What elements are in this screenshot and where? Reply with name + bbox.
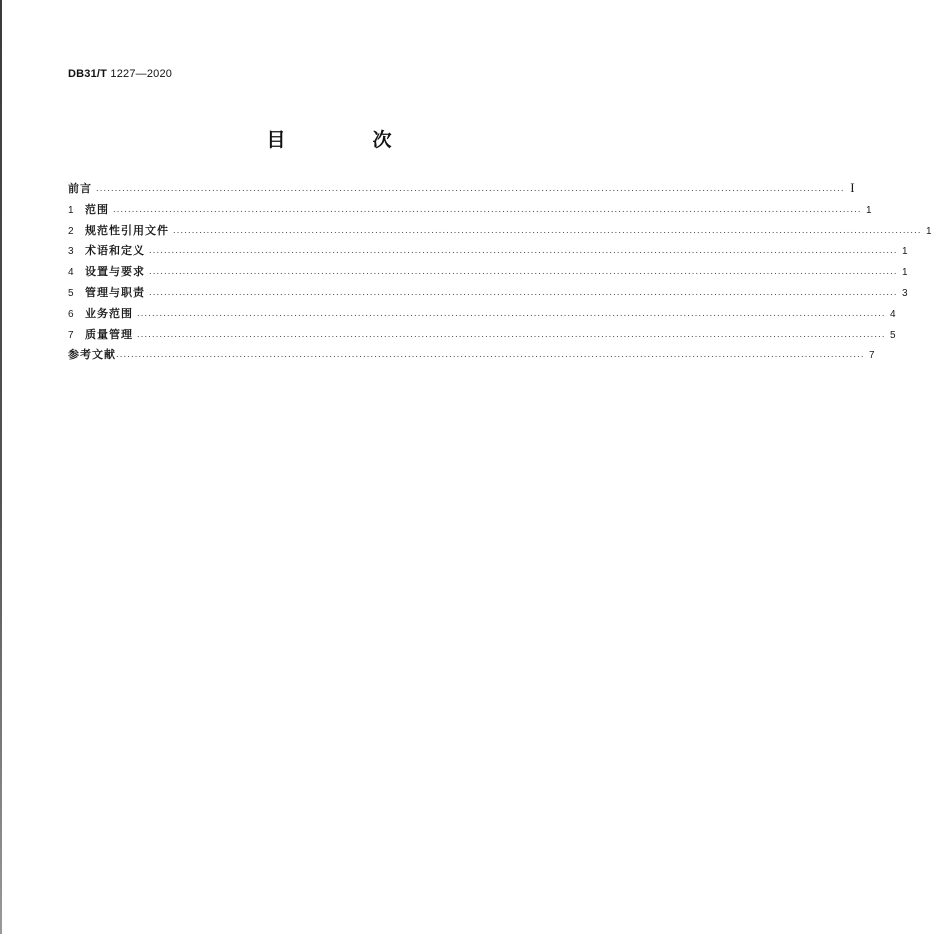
toc-entry-label: 参考文献 (68, 348, 116, 362)
toc-entry-quality-management[interactable] (68, 326, 896, 347)
toc-leader-dots: ........................................................................................................................................................................................................ (149, 287, 898, 297)
toc-entry-normative-references[interactable] (68, 222, 932, 243)
toc-leader-dots: ........................................................................................................................................................................................................ (137, 329, 886, 339)
toc-leader-dots: ........................................................................................................................................................................................................ (113, 204, 862, 214)
toc-leader-dots: ........................................................................................................................................................................................................ (173, 225, 922, 235)
toc-entry-number: 1 (68, 204, 74, 216)
toc-entry-label: 范围 (85, 202, 109, 216)
table-of-contents (68, 180, 932, 367)
toc-entry-bibliography[interactable] (68, 346, 875, 367)
toc-entry-page: 3 (902, 287, 908, 299)
toc-entry-number: 4 (68, 267, 74, 279)
toc-entry-label: 规范性引用文件 (85, 223, 169, 237)
toc-entry-page: I (850, 180, 855, 195)
document-code-prefix: DB31/T (68, 68, 108, 80)
toc-title: 目 次 (266, 129, 426, 151)
toc-leader-dots: ........................................................................................................................................................................................................ (149, 267, 898, 277)
toc-entry-page: 1 (902, 246, 908, 258)
toc-entry-label: 管理与职责 (85, 285, 145, 299)
toc-leader-dots: ........................................................................................................................................................................................................ (149, 246, 898, 256)
toc-leader-dots: ........................................................................................................................................................................................................ (116, 350, 865, 360)
toc-entry-business-scope[interactable] (68, 305, 896, 326)
toc-entry-setup-requirements[interactable] (68, 263, 908, 284)
toc-entry-label: 术语和定义 (85, 244, 145, 258)
toc-entry-label: 质量管理 (85, 327, 133, 341)
toc-entry-page: 7 (869, 350, 875, 362)
toc-leader-dots: ........................................................................................................................................................................................................ (96, 184, 845, 193)
toc-entry-page: 5 (890, 329, 896, 341)
toc-entry-foreword[interactable] (68, 180, 855, 201)
toc-entry-label: 前言 (68, 182, 92, 195)
document-code (68, 68, 172, 80)
toc-entry-page: 4 (890, 308, 896, 320)
toc-entry-number: 3 (68, 246, 74, 258)
toc-entry-label: 设置与要求 (85, 265, 145, 279)
toc-entry-terms-definitions[interactable] (68, 242, 908, 263)
toc-entry-number: 5 (68, 287, 74, 299)
toc-entry-label: 业务范围 (85, 306, 133, 320)
toc-entry-scope[interactable] (68, 201, 872, 222)
toc-leader-dots: ........................................................................................................................................................................................................ (137, 308, 886, 318)
toc-entry-page: 1 (926, 225, 932, 237)
toc-entry-management-duties[interactable] (68, 284, 908, 305)
toc-entry-page: 1 (902, 267, 908, 279)
toc-entry-number: 2 (68, 225, 74, 237)
toc-entry-number: 7 (68, 329, 74, 341)
toc-entry-number: 6 (68, 308, 74, 320)
document-code-number: 1227—2020 (110, 68, 173, 80)
toc-entry-page: 1 (866, 204, 872, 216)
